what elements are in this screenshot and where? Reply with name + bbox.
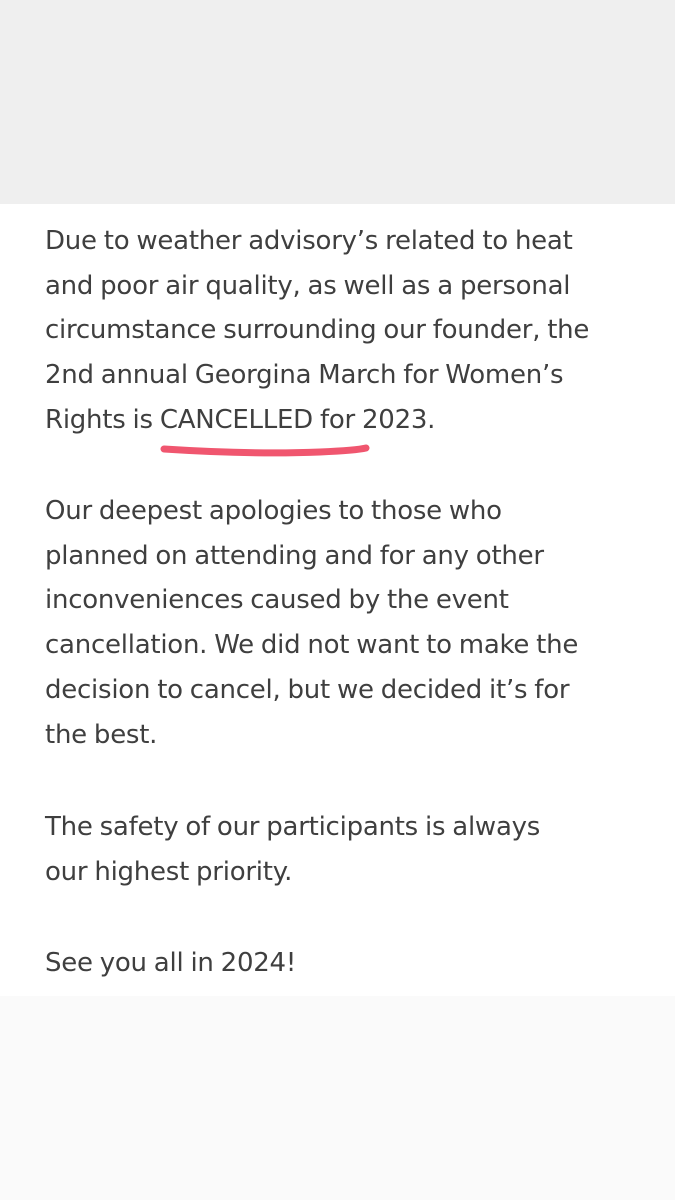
announcement-paragraph [45, 219, 655, 443]
top-blank-area [0, 0, 675, 204]
text-line: Our deepest apologies to those who [45, 496, 502, 526]
text-line: our highest priority. [45, 856, 293, 887]
text-line: planned on attending and for any other [45, 540, 544, 571]
text-line: The safety of our participants is always [45, 812, 541, 842]
text-line: inconveniences caused by the event [45, 585, 509, 616]
text-segment: for 2023. [312, 404, 436, 435]
bottom-blank-area [0, 996, 675, 1200]
text-line: and poor air quality, as well as a personal [45, 270, 571, 301]
closing-paragraph [45, 941, 655, 986]
text-line: the best. [45, 719, 158, 750]
text-line [45, 398, 655, 443]
safety-paragraph [45, 805, 655, 894]
text-line: Due to weather advisory’s related to heat [45, 226, 573, 256]
cancelled-highlight-word: CANCELLED [159, 404, 313, 435]
text-line: cancellation. We did not want to make the [45, 630, 579, 661]
text-line: See you all in 2024! [45, 948, 296, 978]
text-line: 2nd annual Georgina March for Women’s [45, 360, 564, 391]
text-segment: Rights is [45, 404, 160, 435]
apology-paragraph [45, 489, 655, 757]
text-line: circumstance surrounding our founder, the [45, 315, 590, 346]
text-line: decision to cancel, but we decided it’s for [45, 674, 570, 705]
